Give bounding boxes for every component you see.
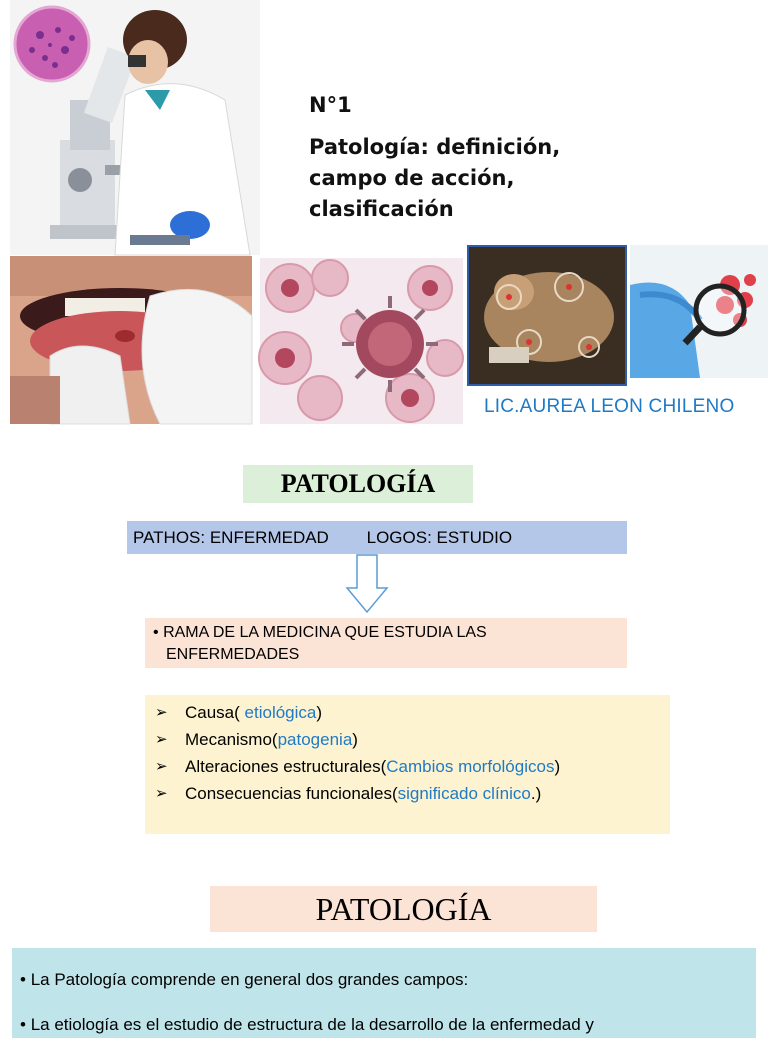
title-slide [0, 0, 768, 430]
item-highlight: Cambios morfológicos [386, 757, 555, 776]
virus-cells-photo [260, 258, 463, 424]
arrow-bullet-icon: ➢ [155, 731, 168, 748]
item-highlight: patogenia [277, 730, 353, 749]
magnifier-glove-photo [630, 245, 768, 378]
definition-content: RAMA DE LA MEDICINA QUE ESTUDIA LAS ENFERMEDADES [163, 624, 487, 663]
list-item [155, 780, 660, 807]
slide-heading: PATOLOGÍA [210, 886, 597, 932]
paragraph [20, 968, 748, 992]
etymology-bar: PATHOS: ENFERMEDAD LOGOS: ESTUDIO [127, 521, 627, 554]
author-name: LIC.AUREA LEON CHILENO [484, 396, 735, 417]
fields-slide [0, 870, 768, 1034]
item-text: Mecanismo(patogenia) [185, 730, 358, 749]
paragraph-cut-text: La etiología es el estudio de estructura de la desarrollo de la enfermedad y [30, 1015, 594, 1034]
slide-title-line-3: clasificación [309, 197, 454, 221]
anatomy-figure-photo [467, 245, 627, 386]
arrow-bullet-icon: ➢ [155, 785, 168, 802]
list-item [155, 699, 660, 726]
slide-title-line-1: Patología: definición, [309, 135, 561, 159]
slide-number: N°1 [309, 93, 352, 117]
down-arrow-icon [345, 554, 389, 614]
arrow-bullet-icon: ➢ [155, 758, 168, 775]
definition-text [153, 622, 619, 666]
paragraph-text: La Patología comprende en general dos grandes campos: [30, 970, 469, 989]
item-text: Causa( etiológica) [185, 703, 323, 722]
bullet-mark: • [20, 1015, 26, 1034]
item-highlight: significado clínico [397, 784, 531, 803]
paragraph-cut [20, 1013, 748, 1037]
bullet-mark: • [20, 970, 26, 989]
definition-slide [0, 430, 768, 870]
bullet-mark: • [153, 624, 159, 641]
list-item [155, 753, 660, 780]
arrow-bullet-icon: ➢ [155, 704, 168, 721]
microscope-scientist-photo [10, 0, 260, 255]
item-text: Alteraciones estructurales(Cambios morfológicos) [185, 757, 561, 776]
slide-heading: PATOLOGÍA [243, 465, 473, 503]
definition-box [145, 618, 627, 668]
aspects-list [145, 695, 670, 834]
item-highlight: etiológica [244, 703, 317, 722]
oral-lesion-photo [10, 256, 252, 424]
list-item [155, 726, 660, 753]
slide-title-line-2: campo de acción, [309, 166, 515, 190]
slide-title-block [309, 92, 689, 225]
fields-content-box [12, 948, 756, 1038]
item-text: Consecuencias funcionales(significado clínico.) [185, 784, 542, 803]
